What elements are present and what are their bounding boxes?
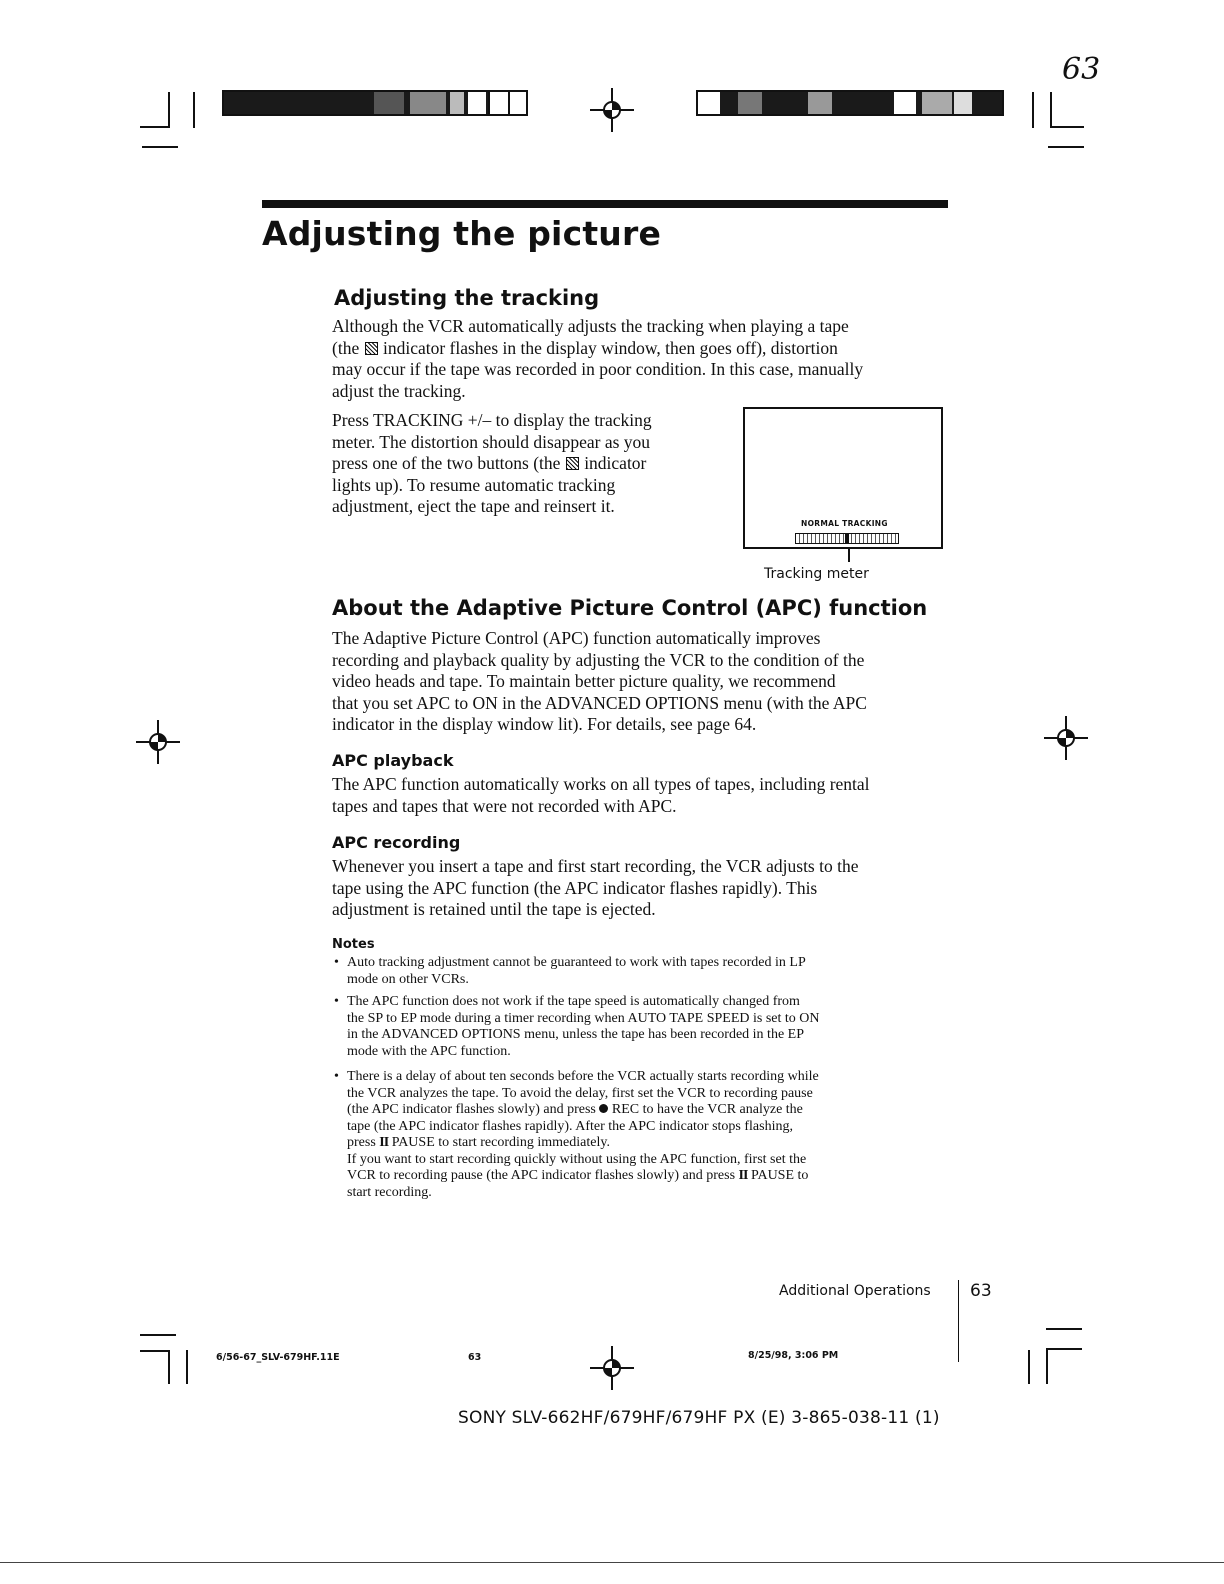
tracking-meter: [795, 533, 899, 544]
footer-model-info: SONY SLV-662HF/679HF/679HF PX (E) 3-865-038-11 (1): [458, 1408, 940, 1428]
notes-heading: Notes: [332, 937, 375, 952]
footer-file-name: 6/56-67_SLV-679HF.11E: [216, 1352, 340, 1363]
section-heading-tracking: Adjusting the tracking: [334, 286, 600, 310]
tracking-indicator-icon: [365, 342, 378, 355]
crop-mark: [140, 126, 170, 128]
crosshair-icon: [136, 720, 180, 764]
section-heading-apc: About the Adaptive Picture Control (APC) function: [332, 596, 928, 620]
crop-mark: [168, 1350, 170, 1384]
text-line: adjustment, eject the tape and reinsert it.: [332, 496, 615, 516]
crop-mark: [193, 92, 195, 128]
text-line: may occur if the tape was recorded in poor condition. In this case, manually: [332, 359, 864, 379]
bottom-edge-line: [0, 1562, 1224, 1563]
text-line: (the APC indicator flashes slowly) and press: [347, 1102, 600, 1117]
text-line: that you set APC to ON in the ADVANCED OPTIONS menu (with the APC: [332, 692, 867, 713]
apc-recording-paragraph: [332, 856, 948, 921]
handwritten-page-number: 63: [1062, 52, 1101, 87]
text-line: indicator: [579, 453, 647, 473]
note-item: [347, 955, 947, 988]
text-line: press: [347, 1135, 380, 1150]
crop-mark: [168, 92, 170, 128]
page-title: Adjusting the picture: [262, 214, 662, 253]
text-line: Auto tracking adjustment cannot be guaranteed to work with tapes recorded in LP: [347, 955, 806, 970]
text-line: There is a delay of about ten seconds before the VCR actually starts recording while: [347, 1069, 819, 1084]
crop-mark: [1028, 1350, 1030, 1384]
note-item: [347, 1069, 947, 1201]
crop-mark: [1050, 92, 1052, 128]
calibration-strip-left: [222, 90, 528, 116]
text-line: (the: [332, 337, 364, 358]
footer-divider: [958, 1280, 959, 1362]
text-line: If you want to start recording quickly without using the APC function, first set the: [347, 1151, 807, 1167]
text-line: Although the VCR automatically adjusts the tracking when playing a tape: [332, 316, 849, 336]
text-line: adjust the tracking.: [332, 380, 466, 401]
crop-mark: [142, 146, 178, 148]
apc-recording-heading: APC recording: [332, 833, 461, 852]
apc-body-paragraph: [332, 628, 948, 736]
text-line: mode on other VCRs.: [347, 971, 469, 987]
text-line: mode with the APC function.: [347, 1043, 511, 1059]
text-line: Whenever you insert a tape and first start recording, the VCR adjusts to the: [332, 856, 859, 876]
bullet: •: [334, 994, 339, 1009]
tracking-indicator-icon: [566, 457, 579, 470]
crop-mark: [140, 1350, 170, 1352]
text-line: the VCR analyzes the tape. To avoid the delay, first set the VCR to recording pause: [347, 1085, 813, 1101]
crop-mark: [140, 1334, 176, 1336]
note-item: [347, 994, 947, 1060]
title-rule: [262, 200, 948, 208]
text-line: The APC function automatically works on all types of tapes, including rental: [332, 774, 870, 794]
text-line: start recording.: [347, 1184, 432, 1200]
apc-playback-paragraph: [332, 774, 948, 817]
text-line: VCR to recording pause (the APC indicator flashes slowly) and press: [347, 1168, 739, 1183]
record-dot-icon: [599, 1104, 608, 1113]
text-line: REC to have the VCR analyze the: [608, 1102, 803, 1117]
crop-mark: [1046, 1328, 1082, 1330]
crop-mark: [1050, 126, 1084, 128]
calibration-strip-right: [696, 90, 1004, 116]
footer-timestamp: 8/25/98, 3:06 PM: [748, 1350, 839, 1361]
bullet: •: [334, 1069, 339, 1084]
text-line: The APC function does not work if the tape speed is automatically changed from: [347, 994, 800, 1009]
text-line: tape (the APC indicator flashes rapidly). After the APC indicator stops flashing,: [347, 1118, 793, 1134]
crosshair-icon: [590, 1346, 634, 1390]
footer-page-number: 63: [970, 1281, 992, 1301]
text-line: in the ADVANCED OPTIONS menu, unless the tape has been recorded in the EP: [347, 1027, 804, 1042]
text-line: tapes and tapes that were not recorded with APC.: [332, 795, 677, 816]
footer-page-small: 63: [468, 1352, 482, 1363]
tracking-press-paragraph: [332, 410, 732, 518]
text-line: lights up). To resume automatic tracking: [332, 474, 616, 495]
text-line: press one of the two buttons (the: [332, 453, 565, 473]
text-line: PAUSE to: [747, 1168, 809, 1183]
crop-mark: [186, 1350, 188, 1384]
text-line: PAUSE to start recording immediately.: [388, 1135, 610, 1150]
apc-playback-heading: APC playback: [332, 751, 454, 770]
crosshair-icon: [1044, 716, 1088, 760]
text-line: tape using the APC function (the APC indicator flashes rapidly). This: [332, 877, 818, 898]
text-line: The Adaptive Picture Control (APC) function automatically improves: [332, 628, 821, 648]
pause-icon: II: [738, 1168, 748, 1183]
footer-section-name: Additional Operations: [779, 1283, 931, 1299]
bullet: •: [334, 955, 339, 970]
text-line: video heads and tape. To maintain better picture quality, we recommend: [332, 671, 836, 691]
text-line: Press TRACKING +/– to display the tracking: [332, 410, 652, 430]
text-line: meter. The distortion should disappear as you: [332, 431, 651, 452]
text-line: the SP to EP mode during a timer recording when AUTO TAPE SPEED is set to ON: [347, 1010, 820, 1026]
text-line: recording and playback quality by adjusting the VCR to the condition of the: [332, 649, 865, 670]
text-line: adjustment is retained until the tape is ejected.: [332, 899, 656, 919]
crop-mark: [1032, 92, 1034, 128]
screen-label: NORMAL TRACKING: [801, 519, 888, 528]
crop-mark: [1046, 1348, 1082, 1350]
tv-screen-illustration: [743, 407, 943, 549]
caption-leader-line: [848, 548, 850, 562]
pause-icon: II: [379, 1135, 389, 1150]
text-line: indicator in the display window lit). For details, see page 64.: [332, 714, 757, 734]
tracking-meter-caption: Tracking meter: [764, 566, 869, 582]
crop-mark: [1048, 146, 1084, 148]
crop-mark: [1046, 1348, 1048, 1384]
tracking-intro-paragraph: [332, 316, 948, 402]
crosshair-icon: [590, 88, 634, 132]
text-line: indicator flashes in the display window, then goes off), distortion: [378, 337, 838, 358]
